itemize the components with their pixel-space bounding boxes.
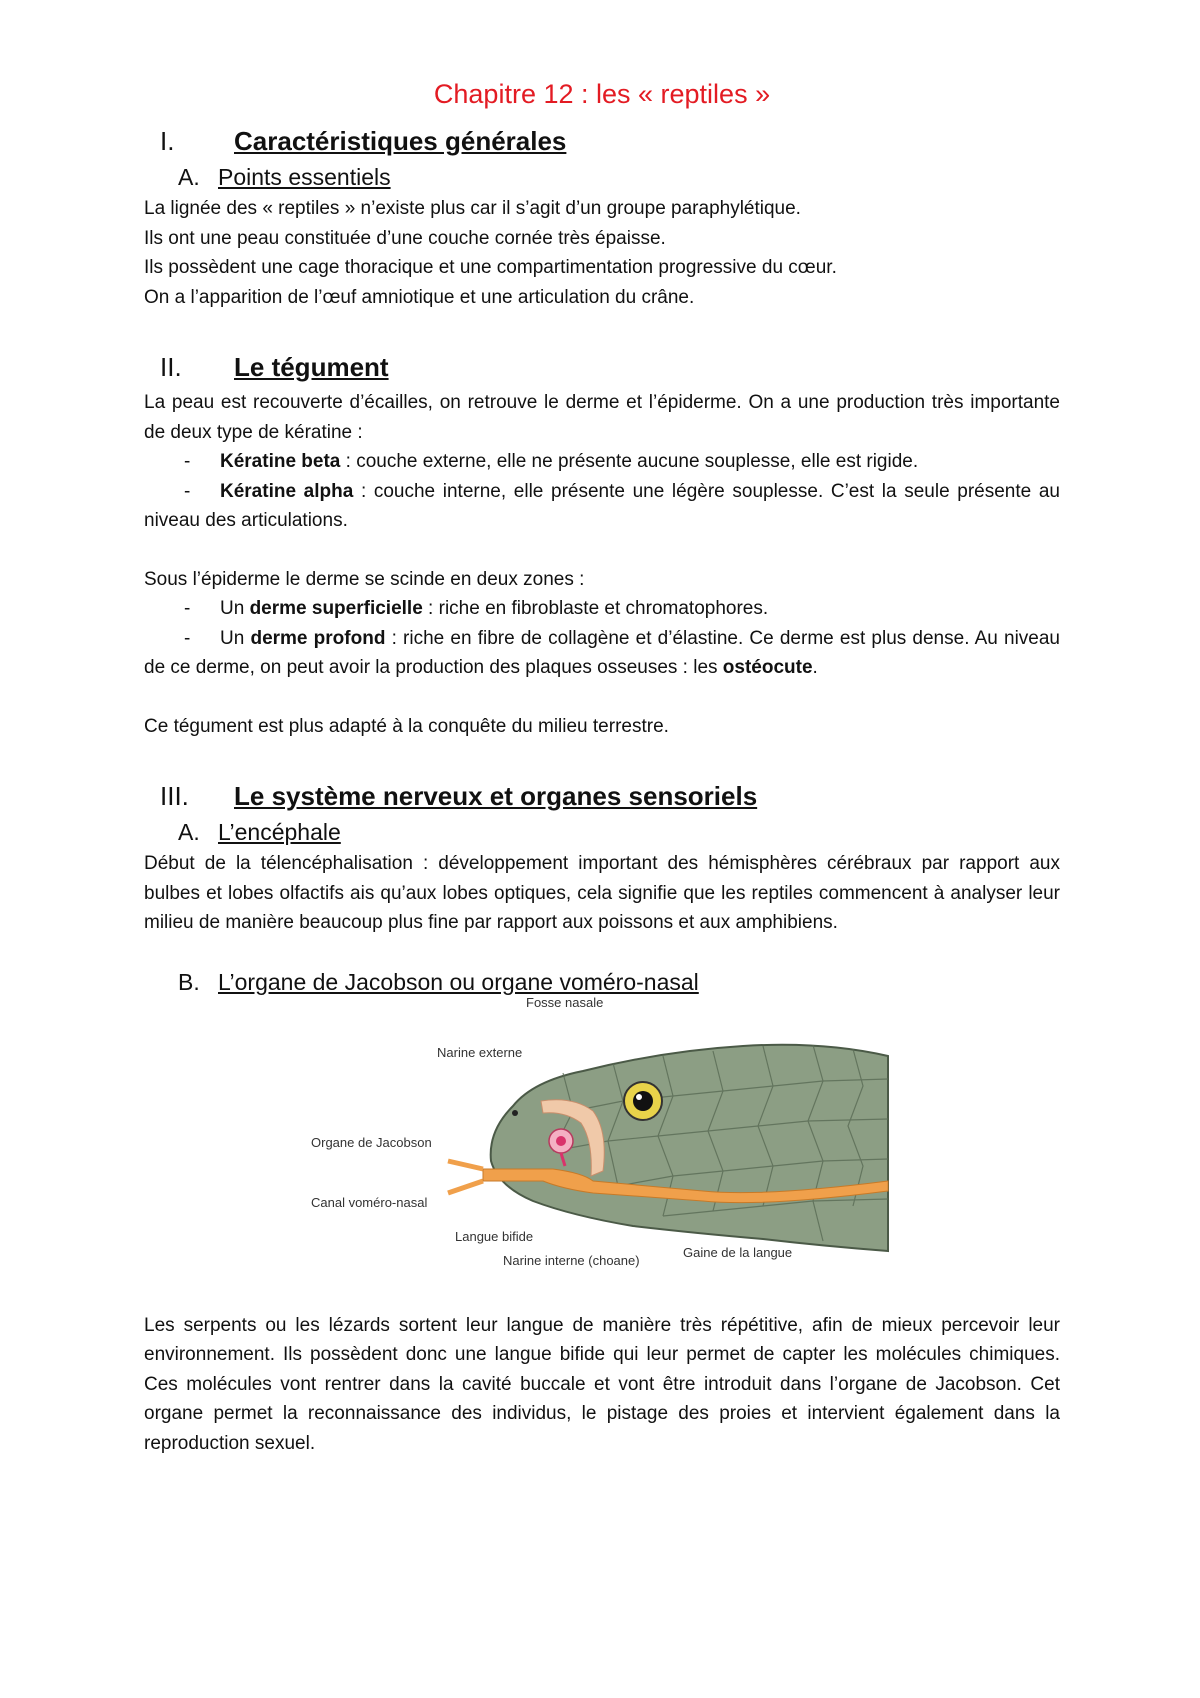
subsection-1a-heading	[144, 162, 1060, 192]
section-2-heading	[144, 350, 1060, 384]
subsection-number: A.	[178, 164, 200, 190]
section-title: Le système nerveux et organes sensoriels	[234, 781, 758, 811]
section-3-heading	[144, 779, 1060, 813]
subsection-title: L’organe de Jacobson ou organe voméro-nasal	[218, 968, 699, 995]
subsection-number: A.	[178, 819, 200, 845]
snake-head-figure	[311, 994, 893, 1301]
section-title: Caractéristiques générales	[234, 126, 567, 156]
bold-term: Kératine beta	[220, 451, 341, 472]
label-canal-vomero-nasal: Canal voméro-nasal	[311, 1194, 428, 1210]
document-body	[144, 76, 1060, 1458]
bullet-item: - Kératine beta : couche externe, elle ne présente aucune souplesse, elle est rigide.	[184, 451, 919, 472]
paragraph: Sous l’épiderme le derme se scinde en deux zones :	[144, 568, 585, 590]
subsection-3a-heading	[144, 817, 1060, 847]
section-1-heading	[144, 124, 1060, 158]
section-number: II.	[160, 352, 182, 382]
label-gaine-langue: Gaine de la langue	[683, 1244, 793, 1260]
page-title: Chapitre 12 : les « reptiles »	[433, 79, 771, 109]
paragraph: Début de la télencéphalisation : développement important des hémisphères cérébraux par rapport aux bulbes et lobes olfactifs ais qu’aux lobes optiques, cela signifie que les reptiles commencent à analyser leur milieu de manière beaucoup plus fine par rapport aux poissons et aux amphibiens.	[144, 853, 1060, 933]
bold-term: derme superficielle	[249, 598, 423, 619]
paragraph: La peau est recouverte d’écailles, on retrouve le derme et l’épiderme. On a une production très importante de deux type de kératine :	[144, 392, 1060, 443]
paragraph-line: La lignée des « reptiles » n’existe plus car il s’agit d’un groupe paraphylétique.	[144, 198, 801, 219]
forked-tongue-tip	[448, 1161, 483, 1193]
label-organe-jacobson: Organe de Jacobson	[311, 1134, 432, 1150]
subsection-3b-heading	[144, 967, 1060, 997]
paragraph-line: On a l’apparition de l’œuf amniotique et une articulation du crâne.	[144, 286, 695, 308]
subsection-title: Points essentiels	[218, 164, 391, 190]
paragraph-line: Ils ont une peau constituée d’une couche cornée très épaisse.	[144, 227, 666, 249]
label-langue-bifide: Langue bifide	[455, 1228, 534, 1244]
label-fosse-nasale: Fosse nasale	[526, 994, 604, 1010]
section-number: III.	[160, 781, 189, 811]
bullet-item: - Un derme superficielle : riche en fibroblaste et chromatophores.	[184, 598, 769, 619]
section-title: Le tégument	[234, 352, 389, 382]
paragraph: Ce tégument est plus adapté à la conquête du milieu terrestre.	[144, 715, 669, 737]
section-number: I.	[160, 126, 175, 156]
subsection-number: B.	[178, 968, 200, 995]
bold-term: ostéocute	[722, 657, 813, 678]
bullet-item: - Un derme profond : riche en fibre de collagène et d’élastine. Ce derme est plus dense. Au niveau de ce derme, on peut avoir la production des plaques osseuses : les ostéocute.	[144, 627, 1060, 678]
nostril	[512, 1110, 518, 1116]
label-narine-externe: Narine externe	[437, 1044, 523, 1060]
bold-term: Kératine alpha	[220, 480, 354, 502]
label-narine-interne: Narine interne (choane)	[503, 1252, 640, 1268]
pupil	[633, 1091, 653, 1111]
bold-term: derme profond	[250, 627, 386, 649]
subsection-title: L’encéphale	[218, 819, 341, 845]
bullet-item: - Kératine alpha : couche interne, elle présente une légère souplesse. C’est la seule présente au niveau des articulations.	[144, 480, 1060, 531]
paragraph: Les serpents ou les lézards sortent leur langue de manière très répétitive, afin de mieux percevoir leur environnement. Ils possèdent donc une langue bifide qui leur permet de capter les molécules chimiques. Ces molécules vont rentrer dans la cavité buccale et vont être introduit dans l’organe de Jacobson. Cet organe permet la reconnaissance des individus, le pistage des proies et intervient également dans la reproduction sexuel.	[144, 1314, 1060, 1454]
paragraph-line: Ils possèdent une cage thoracique et une compartimentation progressive du cœur.	[144, 257, 837, 278]
